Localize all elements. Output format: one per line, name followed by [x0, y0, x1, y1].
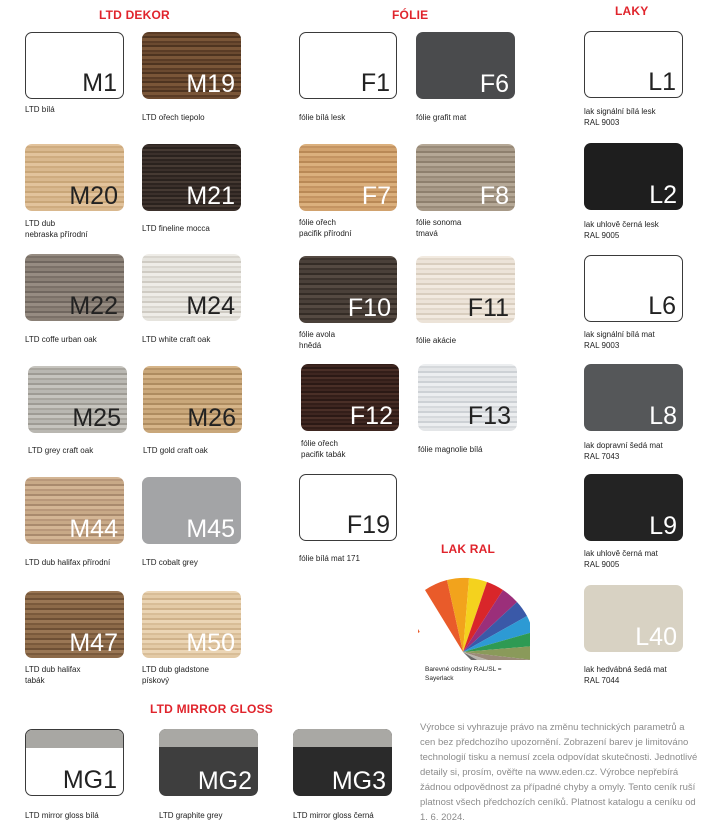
swatch-caption: LTD dub nebraska přírodní	[25, 219, 88, 239]
swatch-m22	[25, 254, 124, 321]
swatch-caption: lak hedvábná šedá mat RAL 7044	[584, 665, 667, 685]
swatch-mg3	[293, 729, 392, 796]
swatch-code: MG2	[197, 767, 252, 795]
swatch-code: MG1	[62, 766, 117, 794]
swatch-code: M25	[72, 404, 121, 432]
swatch-caption: LTD mirror gloss černá	[293, 811, 374, 820]
swatch-code: F19	[346, 511, 390, 539]
swatch-f7	[299, 144, 397, 211]
header-laky: LAKY	[615, 4, 649, 18]
header-folie: FÓLIE	[392, 8, 429, 22]
swatch-code: M22	[69, 292, 118, 320]
swatch-caption: fólie bílá mat 171	[299, 554, 360, 563]
swatch-m21	[142, 144, 241, 211]
header-ltd-dekor: LTD DEKOR	[99, 8, 170, 22]
swatch-caption: fólie bílá lesk	[299, 113, 346, 122]
swatch-caption: fólie magnolie bílá	[418, 445, 483, 454]
swatch-m44	[25, 477, 124, 544]
swatch-m1	[25, 32, 124, 99]
swatch-m26	[143, 366, 242, 433]
swatch-caption: fólie sonoma tmavá	[416, 218, 462, 238]
swatch-caption: fólie akácie	[416, 336, 457, 345]
swatch-m25	[28, 366, 127, 433]
swatch-code: M24	[186, 292, 235, 320]
swatch-code: MG3	[331, 767, 386, 795]
swatch-f8	[416, 144, 515, 211]
swatch-m19	[142, 32, 241, 99]
swatch-l40	[584, 585, 683, 652]
swatch-l2	[584, 143, 683, 210]
swatch-code: F10	[347, 294, 391, 322]
swatch-caption: LTD white craft oak	[142, 335, 211, 344]
swatch-caption: fólie ořech pacifik tabák	[301, 439, 346, 459]
swatch-f12	[301, 364, 399, 431]
swatch-caption: LTD fineline mocca	[142, 224, 210, 233]
swatch-code: M45	[186, 515, 235, 543]
swatch-caption: fólie ořech pacifik přírodní	[299, 218, 352, 238]
swatch-mg1	[25, 729, 124, 796]
color-fan-icon	[418, 560, 530, 660]
swatch-caption: LTD graphite grey	[159, 811, 223, 820]
swatch-mg2	[159, 729, 258, 796]
swatch-caption: LTD mirror gloss bílá	[25, 811, 99, 820]
swatch-l1	[584, 31, 683, 98]
swatch-l6	[584, 255, 683, 322]
swatch-code: M19	[186, 70, 235, 98]
swatch-caption: LTD dub halifax přírodní	[25, 558, 111, 567]
swatch-code: M47	[69, 629, 118, 657]
swatch-caption: LTD coffe urban oak	[25, 335, 97, 344]
swatch-code: F13	[467, 402, 511, 430]
swatch-caption: fólie avola hnědá	[299, 330, 336, 350]
swatch-caption: fólie grafit mat	[416, 113, 467, 122]
swatch-code: L2	[649, 181, 677, 209]
swatch-caption: lak dopravní šedá mat RAL 7043	[584, 441, 663, 461]
swatch-caption: LTD dub gladstone pískový	[142, 665, 210, 685]
swatch-m20	[25, 144, 124, 211]
header-ltd-mirror-gloss: LTD MIRROR GLOSS	[150, 702, 273, 716]
swatch-f1	[299, 32, 397, 99]
swatch-code: F7	[361, 182, 391, 210]
swatch-code: F1	[360, 69, 390, 97]
swatch-m24	[142, 254, 241, 321]
swatch-caption: LTD cobalt grey	[142, 558, 198, 567]
header-lak-ral: LAK RAL	[441, 542, 496, 556]
swatch-code: F11	[467, 294, 509, 322]
disclaimer-text: Výrobce si vyhrazuje právo na změnu technických parametrů a cen bez předchozího upozornění. Zobrazení barev je limitováno technologií tisku a nemusí zcela odpovídat skutečnosti. Jednotlivé detaily si, prosím, ověřte na www.eden.cz. Výrobce nepřebírá žádnou odpovědnost za případné chyby a omyly. Tento ceník ruší platnost všech předchozích ceníků. Platnost katalogu a ceníku od 1. 6. 2024.	[420, 722, 698, 823]
lak-ral-caption: Barevné odstíny RAL/SL = Sayerlack	[425, 666, 502, 682]
swatch-code: L9	[649, 512, 677, 540]
swatch-caption: lak signální bílá lesk RAL 9003	[584, 107, 656, 127]
swatch-caption: LTD gold craft oak	[143, 446, 208, 455]
swatch-code: L8	[649, 402, 677, 430]
swatch-caption: LTD ořech tiepolo	[142, 113, 205, 122]
swatch-m50	[142, 591, 241, 658]
swatch-caption: LTD dub halifax tabák	[25, 665, 81, 685]
swatch-caption: lak uhlově černá lesk RAL 9005	[584, 220, 659, 240]
swatch-code: F8	[479, 182, 509, 210]
swatch-code: M20	[69, 182, 118, 210]
swatch-code: L1	[648, 68, 676, 96]
swatch-f13	[418, 364, 517, 431]
swatch-code: M1	[82, 69, 117, 97]
swatch-l8	[584, 364, 683, 431]
swatch-code: M44	[69, 515, 118, 543]
swatch-m45	[142, 477, 241, 544]
swatch-l9	[584, 474, 683, 541]
swatch-f19	[299, 474, 397, 541]
swatch-caption: lak signální bílá mat RAL 9003	[584, 330, 655, 350]
swatch-caption: LTD bílá	[25, 105, 55, 114]
swatch-code: F12	[349, 402, 393, 430]
swatch-f11	[416, 256, 515, 323]
swatch-edge-band	[26, 730, 123, 748]
swatch-f6	[416, 32, 515, 99]
swatch-code: M26	[187, 404, 236, 432]
swatch-code: L40	[635, 623, 677, 651]
swatch-f10	[299, 256, 397, 323]
swatch-caption: lak uhlově černá mat RAL 9005	[584, 549, 658, 569]
swatch-code: L6	[648, 292, 676, 320]
swatch-code: F6	[479, 70, 509, 98]
swatch-edge-band	[159, 729, 258, 747]
swatch-code: M50	[186, 629, 235, 657]
swatch-m47	[25, 591, 124, 658]
swatch-code: M21	[186, 182, 235, 210]
swatch-edge-band	[293, 729, 392, 747]
swatch-caption: LTD grey craft oak	[28, 446, 94, 455]
